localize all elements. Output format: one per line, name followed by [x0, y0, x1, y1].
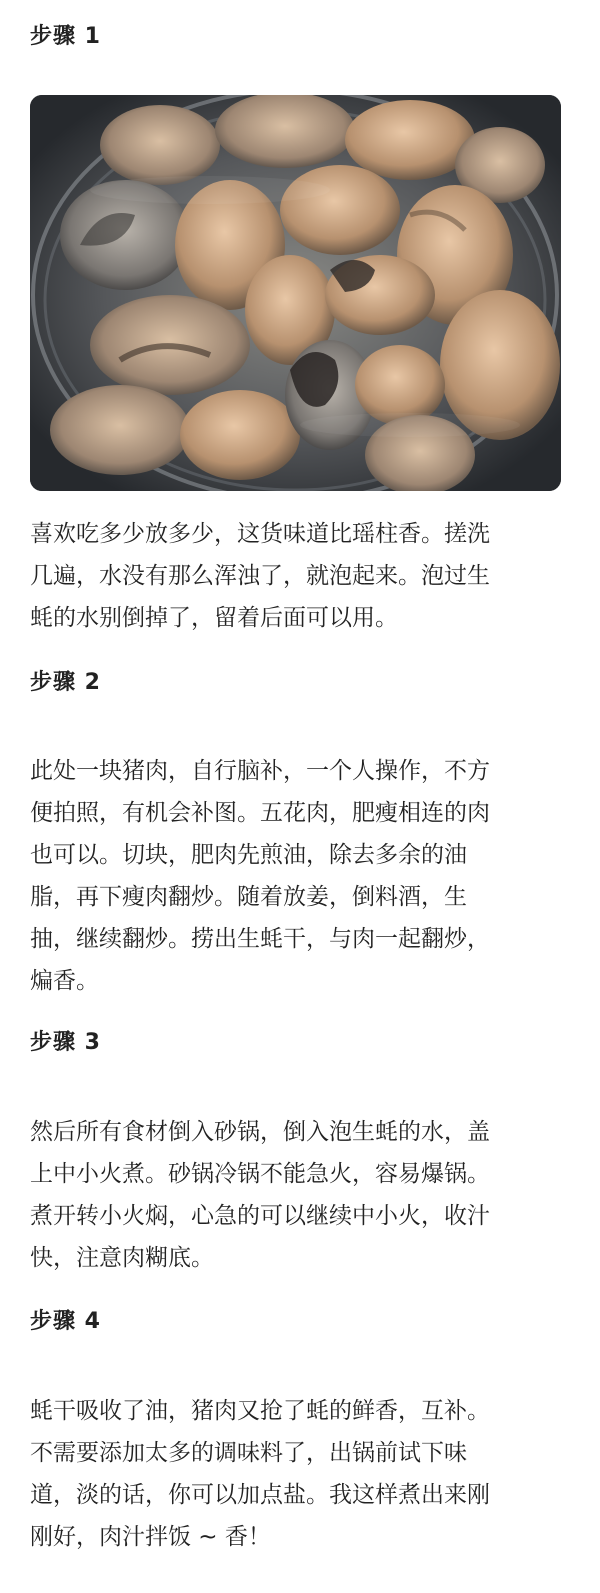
- step-2-line: 煸香。: [30, 968, 99, 994]
- step-4-line: 刚好，肉汁拌饭 ~ 香！: [30, 1524, 271, 1550]
- oysters-image: [30, 95, 561, 491]
- step-3-title: 步骤 3: [30, 1030, 101, 1055]
- step-2-title: 步骤 2: [30, 670, 101, 695]
- step-2-line: 便拍照，有机会补图。五花肉，肥瘦相连的肉: [30, 800, 490, 826]
- step-4-line: 道，淡的话，你可以加点盐。我这样煮出来刚: [30, 1482, 490, 1508]
- step-4-title: 步骤 4: [30, 1309, 101, 1334]
- step-3-line: 上中小火煮。砂锅冷锅不能急火，容易爆锅。: [30, 1161, 490, 1187]
- step-1-line: 蚝的水别倒掉了，留着后面可以用。: [30, 605, 398, 631]
- step-2-line: 脂，再下瘦肉翻炒。随着放姜，倒料酒，生: [30, 884, 467, 910]
- step-3-text: [30, 1111, 575, 1279]
- step-4-text: [30, 1390, 575, 1558]
- step-4-line: 不需要添加太多的调味料了，出锅前试下味: [30, 1440, 467, 1466]
- step-2-line: 抽，继续翻炒。捞出生蚝干，与肉一起翻炒，: [30, 926, 490, 952]
- step-2-line: 此处一块猪肉，自行脑补，一个人操作，不方: [30, 758, 490, 784]
- step-3-line: 然后所有食材倒入砂锅，倒入泡生蚝的水，盖: [30, 1119, 490, 1145]
- step-1-title: 步骤 1: [30, 24, 101, 49]
- step-2-line: 也可以。切块，肥肉先煎油，除去多余的油: [30, 842, 467, 868]
- step-4-line: 蚝干吸收了油，猪肉又抢了蚝的鲜香，互补。: [30, 1398, 490, 1424]
- step-1-text: [30, 513, 575, 639]
- step-1-photo: [30, 95, 561, 491]
- step-3-line: 煮开转小火焖，心急的可以继续中小火，收汁: [30, 1203, 490, 1229]
- step-1-line: 几遍，水没有那么浑浊了，就泡起来。泡过生: [30, 563, 490, 589]
- step-2-text: [30, 750, 575, 1002]
- step-3-line: 快，注意肉糊底。: [30, 1245, 214, 1271]
- step-1-line: 喜欢吃多少放多少，这货味道比瑶柱香。搓洗: [30, 521, 490, 547]
